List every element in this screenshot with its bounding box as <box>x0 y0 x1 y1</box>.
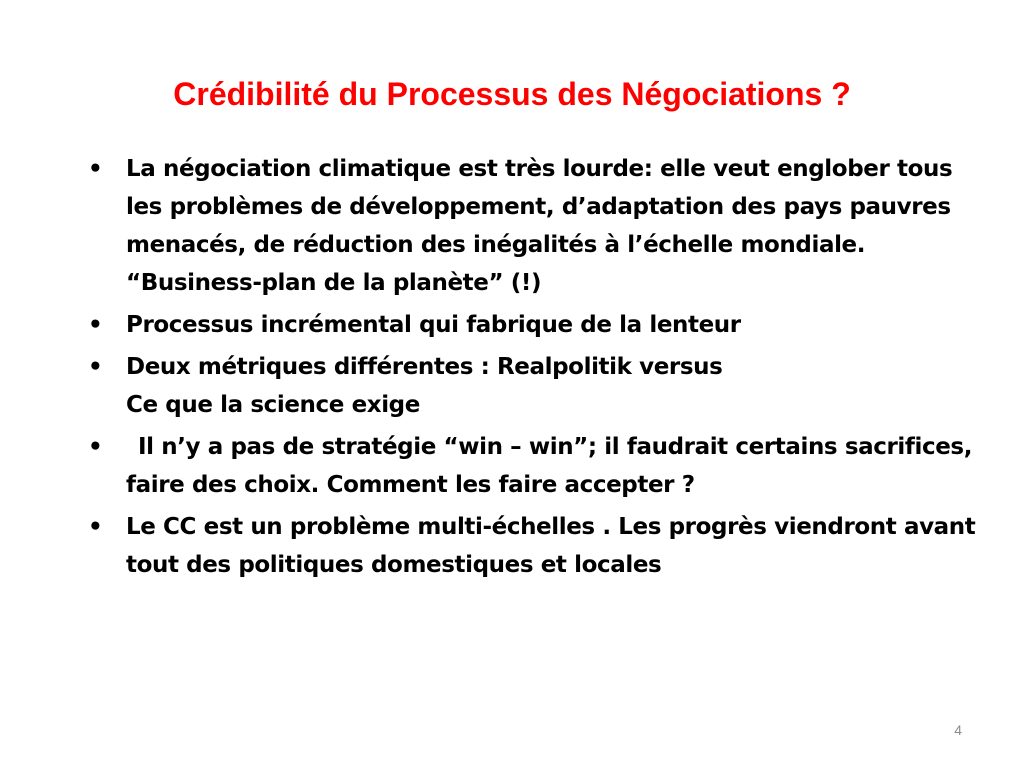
bullet-item-4 <box>88 428 988 504</box>
bullet-text: La négociation climatique est très lourde: elle veut englober tous les problèmes de développement, d’adaptation des pays pauvres menacés, de réduction des inégalités à l’échelle mondiale. “Business-plan de la planète” (!) <box>126 156 953 296</box>
bullet-item-3 <box>88 348 988 386</box>
bullet-item-2 <box>88 306 988 344</box>
bullet-icon: • <box>88 514 103 540</box>
bullet-text: Ce que la science exige <box>126 392 420 418</box>
bullet-item-5 <box>88 508 988 584</box>
slide-title: Crédibilité du Processus des Négociations ? <box>173 76 851 112</box>
slide-number: 4 <box>954 722 962 738</box>
bullet-text: Processus incrémental qui fabrique de la lenteur <box>126 312 741 338</box>
bullet-icon: • <box>88 156 103 182</box>
bullet-item-1 <box>88 150 988 302</box>
bullet-icon: • <box>88 354 103 380</box>
bullet-continuation <box>88 386 988 424</box>
bullet-text: Il n’y a pas de stratégie “win – win”; il faudrait certains sacrifices, faire des choix. Comment les faire accepter ? <box>126 434 973 498</box>
bullet-icon: • <box>88 434 103 460</box>
bullet-icon: • <box>88 312 103 338</box>
bullet-list <box>88 150 988 588</box>
bullet-text: Le CC est un problème multi-échelles . Les progrès viendront avant tout des politiques domestiques et locales <box>126 514 976 578</box>
bullet-text: Deux métriques différentes : Realpolitik versus <box>126 354 723 380</box>
